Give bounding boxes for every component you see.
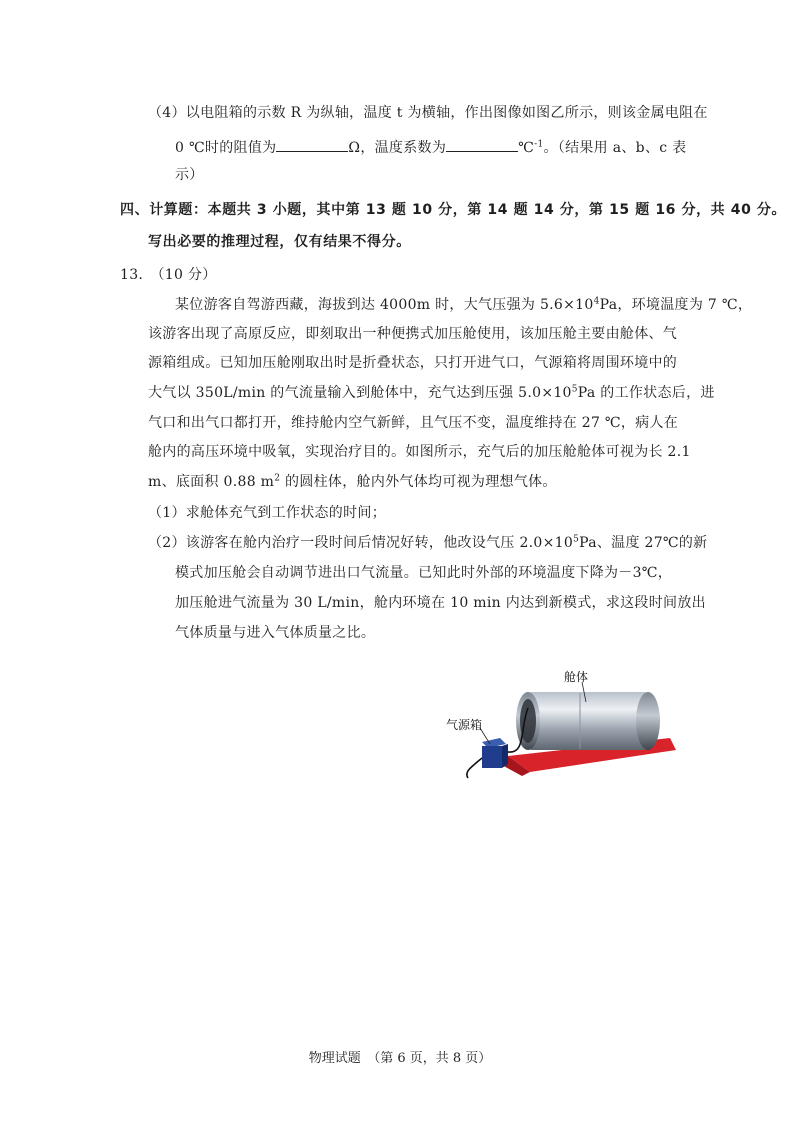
unit-exponent: -1 xyxy=(534,139,544,150)
q13-para-line3: 源箱组成。已知加压舱刚取出时是折叠状态，只打开进气口，气源箱将周围环境中的 xyxy=(148,355,678,371)
q13-para-line4 xyxy=(148,383,715,403)
answer-blank-coefficient xyxy=(446,135,518,152)
blank-label-coefficient: Ω，温度系数为 xyxy=(348,140,447,156)
q13-text: Pa、温度 27℃的新 xyxy=(579,535,708,551)
q13-para-line6: 舱内的高压环境中吸氧，实现治疗目的。如图所示，充气后的加压舱舱体可视为长 2.1 xyxy=(148,444,691,460)
q13-sub2-line3: 加压舱进气流量为 30 L/min，舱内环境在 10 min 内达到新模式，求这段时间放出 xyxy=(175,595,706,611)
cabin-body xyxy=(528,692,648,750)
exponent: 4 xyxy=(593,296,600,307)
section4-heading: 四、计算题：本题共 3 小题，其中第 13 题 10 分，第 14 题 14 分，第 15 题 16 分，共 40 分。 xyxy=(120,202,787,218)
exponent: 5 xyxy=(573,534,580,545)
q12-part4-line3: 示） xyxy=(175,167,204,183)
unit-celsius: ℃ xyxy=(518,140,535,156)
q13-para-line1 xyxy=(175,295,752,315)
label-air-source: 气源箱 xyxy=(446,718,483,732)
q13-text: m、底面积 0.88 m xyxy=(148,474,275,490)
cabin-right-cap xyxy=(636,692,660,750)
q13-text: （2）该游客在舱内治疗一段时间后情况好转，他改设气压 2.0×10 xyxy=(148,535,574,551)
blank-label-resistance: 0 ℃时的阻值为 xyxy=(175,140,277,156)
q12-part4-line2 xyxy=(175,135,686,158)
q13-sub2-line2: 模式加压舱会自动调节进出口气流量。已知此时外部的环境温度下降为－3℃， xyxy=(175,565,673,581)
hyperbaric-cabin-figure xyxy=(430,668,690,788)
q13-text: 某位游客自驾游西藏，海拔到达 4000m 时，大气压强为 5.6×10 xyxy=(175,297,594,313)
q13-text: 大气以 350L/min 的气流量输入到舱体中，充气达到压强 5.0×10 xyxy=(148,385,572,401)
label-cabin: 舱体 xyxy=(564,670,589,684)
exponent: 2 xyxy=(274,473,281,484)
q13-number: 13. （10 分） xyxy=(120,267,217,283)
q13-sub2-line4: 气体质量与进入气体质量之比。 xyxy=(175,625,376,641)
q13-text: Pa 的工作状态后，进 xyxy=(577,385,715,401)
result-hint: 。（结果用 a、b、c 表 xyxy=(543,140,687,156)
section4-note: 写出必要的推理过程，仅有结果不得分。 xyxy=(148,234,411,250)
q13-para-line2: 该游客出现了高原反应，即刻取出一种便携式加压舱使用，该加压舱主要由舱体、气 xyxy=(148,326,678,342)
q13-sub2-line1 xyxy=(148,533,707,553)
q13-text: 的圆柱体，舱内外气体均可视为理想气体。 xyxy=(280,474,557,490)
page-footer: 物理试题 （第 6 页，共 8 页） xyxy=(308,1051,492,1066)
exponent: 5 xyxy=(571,384,578,395)
source-box-side xyxy=(502,744,508,768)
q13-sub1: （1）求舱体充气到工作状态的时间； xyxy=(148,505,387,521)
q12-part4-line1: （4）以电阻箱的示数 R 为纵轴，温度 t 为横轴，作出图像如图乙所示，则该金属电阻在 xyxy=(148,105,708,121)
q13-para-line7 xyxy=(148,472,557,492)
q13-para-line5: 气口和出气口都打开，维持舱内空气新鲜，且气压不变，温度维持在 27 ℃，病人在 xyxy=(148,415,679,431)
answer-blank-resistance xyxy=(276,135,348,152)
q13-text: Pa，环境温度为 7 ℃， xyxy=(599,297,753,313)
source-box-front xyxy=(482,746,502,768)
